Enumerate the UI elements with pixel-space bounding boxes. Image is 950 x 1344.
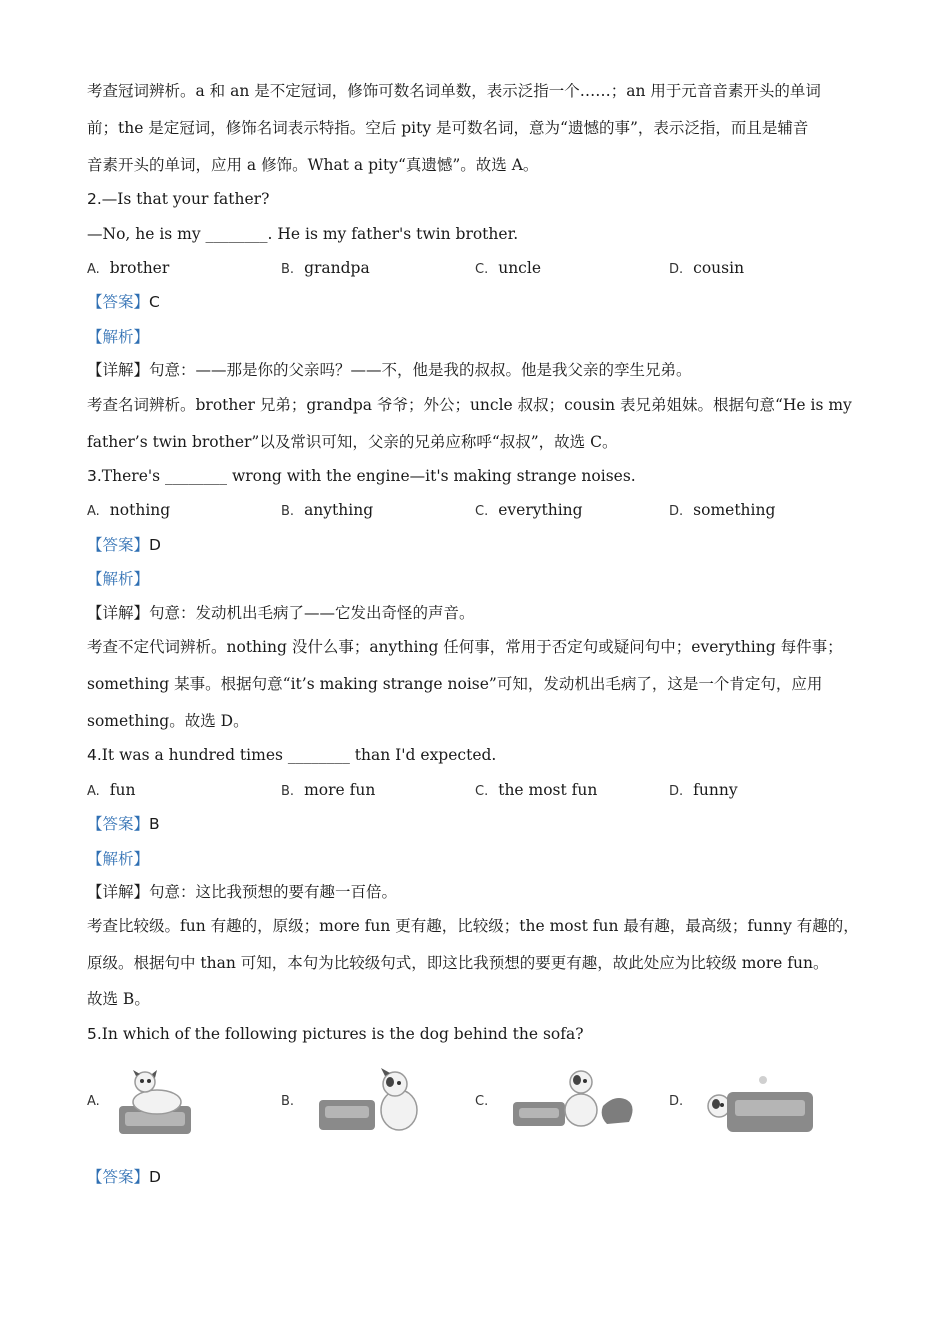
question-number: 4. — [87, 746, 102, 764]
answer-line: 【答案】B — [87, 815, 160, 833]
q1-explanation-line: 前；the 是定冠词，修饰名词表示特指。空后 pity 是可数名词，意为“遗憾的事”，表示泛指，而且是辅音 — [87, 119, 809, 137]
analysis-label: 【解析】 — [87, 328, 150, 346]
option-b[interactable]: B. — [281, 1066, 471, 1146]
option-a[interactable]: A. — [87, 1066, 277, 1146]
detail-line: something 某事。根据句意“it’s making strange noise”可知，发动机出毛病了，这是一个肯定句，应用 — [87, 675, 823, 693]
dog-on-sofa-picture — [115, 1066, 195, 1138]
option-a[interactable]: A. fun — [87, 781, 136, 799]
detail-line: 【详解】句意：这比我预想的要有趣一百倍。 — [87, 883, 398, 901]
q1-explanation-line: 音素开头的单词，应用 a 修饰。What a pity“真遗憾”。故选 A。 — [87, 156, 539, 174]
question-number: 3. — [87, 467, 102, 485]
option-b[interactable]: B. more fun — [281, 781, 376, 799]
option-d[interactable]: D. funny — [669, 781, 738, 799]
dog-behind-sofa-picture — [705, 1066, 817, 1138]
q4-stem: 4.It was a hundred times ________ than I'd expected. — [87, 746, 497, 764]
detail-line: 【详解】句意：——那是你的父亲吗？——不，他是我的叔叔。他是我父亲的孪生兄弟。 — [87, 361, 692, 379]
option-b[interactable]: B. grandpa — [281, 259, 370, 277]
option-a[interactable]: A. brother — [87, 259, 170, 277]
detail-line: father’s twin brother”以及常识可知，父亲的兄弟应称呼“叔叔”，故选 C。 — [87, 433, 618, 451]
analysis-label: 【解析】 — [87, 850, 150, 868]
detail-line: 考查不定代词辨析。nothing 没什么事；anything 任何事，常用于否定句或疑问句中；everything 每件事； — [87, 638, 843, 656]
q3-options — [87, 499, 867, 521]
detail-line: 考查比较级。fun 有趣的，原级；more fun 更有趣，比较级；the most fun 最有趣，最高级；funny 有趣的， — [87, 917, 859, 935]
question-number: 2. — [87, 190, 102, 208]
option-d[interactable]: D. something — [669, 501, 776, 519]
dog-beside-sofa-picture — [317, 1066, 427, 1138]
answer-value: B — [149, 815, 160, 833]
q3-stem: 3.There's ________ wrong with the engine—it's making strange noises. — [87, 467, 636, 485]
q5-stem: 5.In which of the following pictures is the dog behind the sofa? — [87, 1025, 584, 1043]
option-c[interactable]: C. everything — [475, 501, 583, 519]
option-c[interactable]: C. uncle — [475, 259, 541, 277]
answer-value: D — [149, 536, 161, 554]
answer-line: 【答案】C — [87, 293, 160, 311]
q2-stem-line2: —No, he is my ________. He is my father's twin brother. — [87, 225, 519, 243]
option-d[interactable]: D. cousin — [669, 259, 745, 277]
option-c[interactable]: C. the most fun — [475, 781, 598, 799]
option-c[interactable]: C. — [475, 1066, 665, 1146]
option-b[interactable]: B. anything — [281, 501, 374, 519]
option-a[interactable]: A. nothing — [87, 501, 171, 519]
detail-line: 原级。根据句中 than 可知，本句为比较级句式，即这比我预想的要更有趣，故此处应为比较级 more fun。 — [87, 954, 829, 972]
answer-line: 【答案】D — [87, 536, 161, 554]
option-d[interactable]: D. — [669, 1066, 867, 1146]
q5-picture-options — [87, 1066, 867, 1146]
q4-options — [87, 779, 867, 801]
dog-between-sofas-picture — [511, 1066, 641, 1138]
answer-value: D — [149, 1168, 161, 1186]
q1-explanation-line: 考查冠词辨析。a 和 an 是不定冠词，修饰可数名词单数，表示泛指一个……；an 用于元音音素开头的单词 — [87, 82, 821, 100]
q2-stem: 2.—Is that your father? — [87, 190, 270, 208]
analysis-label: 【解析】 — [87, 570, 150, 588]
detail-line: something。故选 D。 — [87, 712, 249, 730]
detail-line: 考查名词辨析。brother 兄弟；grandpa 爷爷；外公；uncle 叔叔；cousin 表兄弟姐妹。根据句意“He is my — [87, 396, 852, 414]
q2-options — [87, 257, 867, 279]
detail-line: 【详解】句意：发动机出毛病了——它发出奇怪的声音。 — [87, 604, 475, 622]
detail-line: 故选 B。 — [87, 990, 150, 1008]
question-number: 5. — [87, 1025, 102, 1043]
answer-line: 【答案】D — [87, 1168, 161, 1186]
answer-value: C — [149, 293, 160, 311]
